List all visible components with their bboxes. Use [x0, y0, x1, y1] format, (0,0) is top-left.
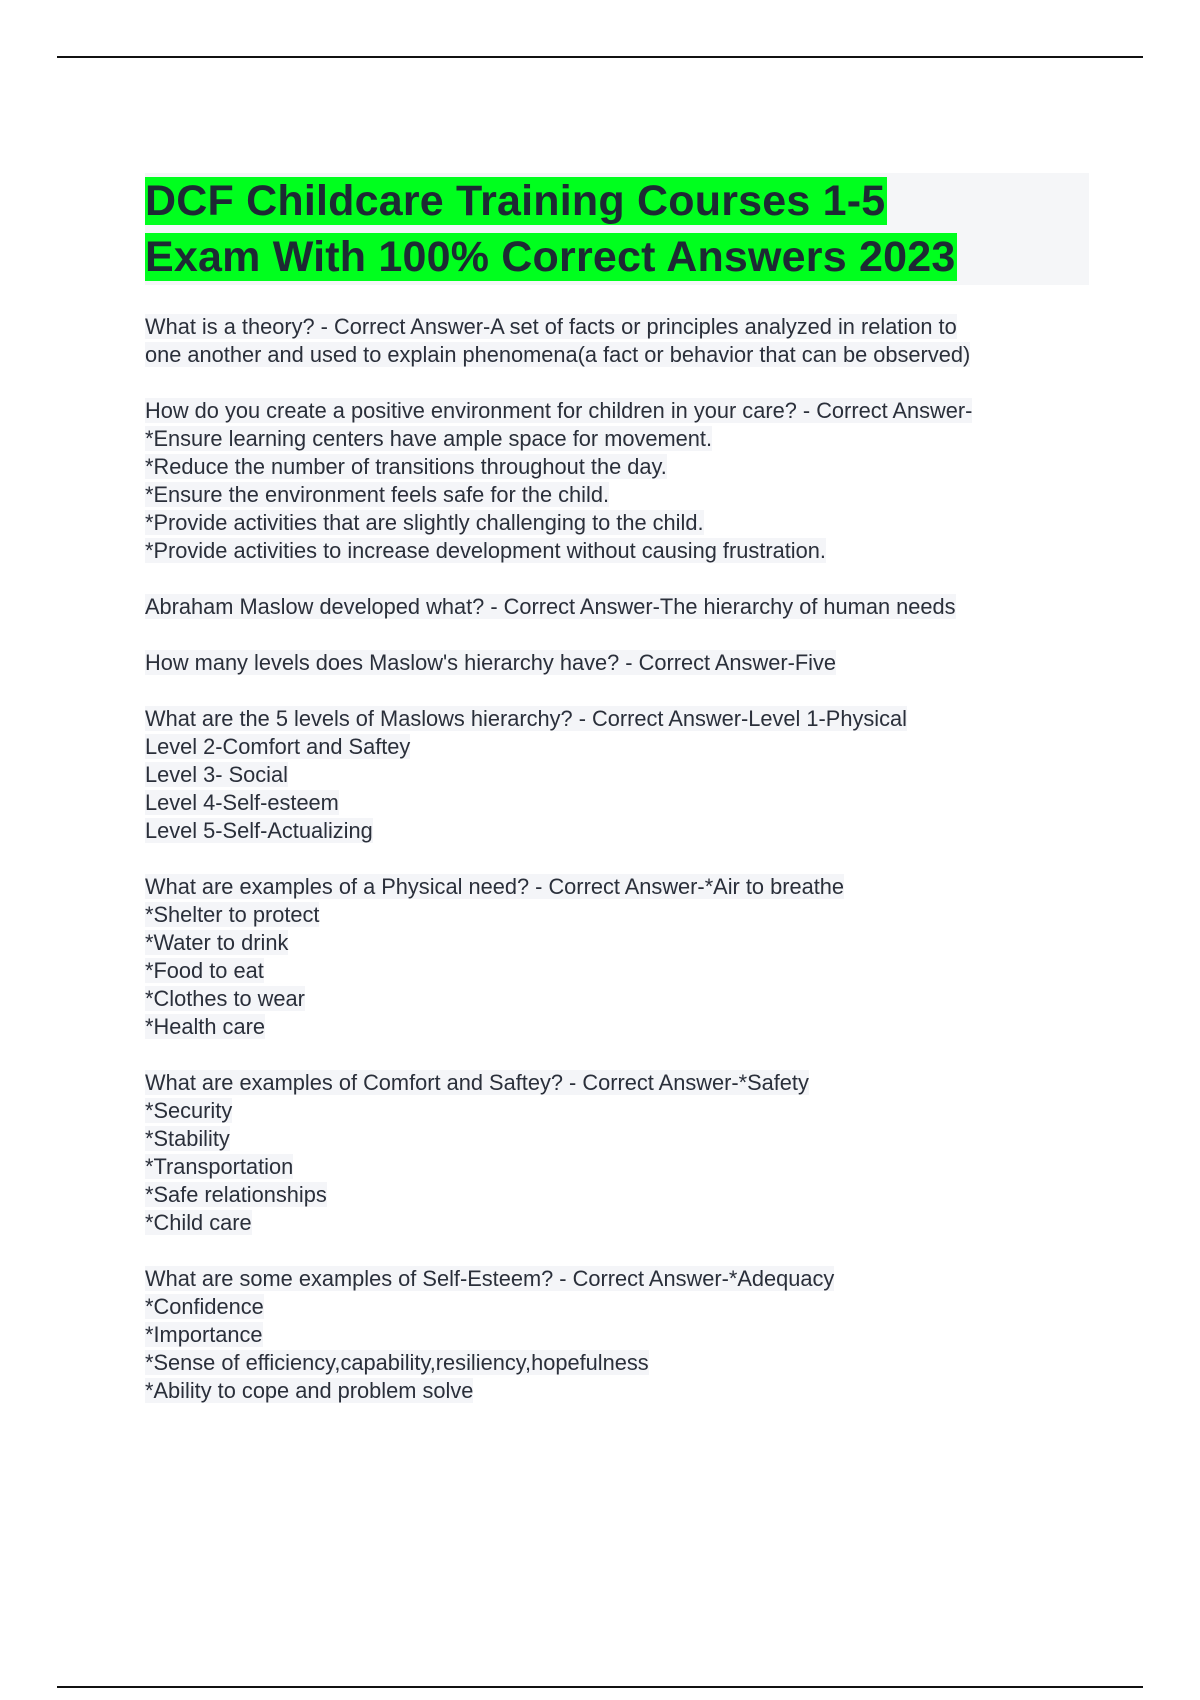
qa-text: *Water to drink [145, 930, 289, 955]
qa-text: *Clothes to wear [145, 986, 305, 1011]
qa-item-maslow [145, 593, 1095, 621]
title-line-2: Exam With 100% Correct Answers 2023 [145, 233, 956, 281]
qa-line [145, 985, 1095, 1013]
qa-text: *Stability [145, 1126, 230, 1151]
qa-line [145, 705, 1095, 733]
qa-text: *Sense of efficiency,capability,resiliency,hopefulness [145, 1350, 649, 1375]
qa-line [145, 1377, 1095, 1405]
qa-line [145, 1321, 1095, 1349]
qa-list [145, 313, 1095, 1433]
qa-text: What are the 5 levels of Maslows hierarchy? - Correct Answer-Level 1-Physical [145, 706, 907, 731]
qa-line [145, 509, 1095, 537]
qa-line [145, 873, 1095, 901]
qa-line [145, 957, 1095, 985]
document-title [145, 173, 1089, 285]
qa-line [145, 901, 1095, 929]
qa-text: *Provide activities that are slightly challenging to the child. [145, 510, 704, 535]
title-heading [145, 173, 1089, 285]
qa-text: *Security [145, 1098, 233, 1123]
qa-text: *Health care [145, 1014, 265, 1039]
qa-text: What are examples of Comfort and Saftey? - Correct Answer-*Safety [145, 1070, 809, 1095]
qa-text: *Reduce the number of transitions throughout the day. [145, 454, 667, 479]
qa-item-maslow-levels-count [145, 649, 1095, 677]
qa-line [145, 789, 1095, 817]
qa-text: How do you create a positive environment for children in your care? - Correct Answer- [145, 398, 973, 423]
qa-text: What are examples of a Physical need? - Correct Answer-*Air to breathe [145, 874, 845, 899]
qa-item-self-esteem [145, 1265, 1095, 1405]
qa-item-positive-environment [145, 397, 1095, 565]
qa-text: What are some examples of Self-Esteem? - Correct Answer-*Adequacy [145, 1266, 835, 1291]
qa-text: Level 3- Social [145, 762, 288, 787]
qa-text: *Food to eat [145, 958, 264, 983]
qa-line [145, 761, 1095, 789]
qa-line [145, 593, 1095, 621]
qa-line [145, 1097, 1095, 1125]
qa-line [145, 341, 1095, 369]
qa-text: *Ability to cope and problem solve [145, 1378, 474, 1403]
qa-line [145, 1349, 1095, 1377]
qa-line [145, 649, 1095, 677]
qa-line [145, 313, 1095, 341]
qa-text: *Ensure the environment feels safe for the child. [145, 482, 610, 507]
qa-line [145, 817, 1095, 845]
qa-text: *Provide activities to increase development without causing frustration. [145, 538, 826, 563]
qa-text: Level 4-Self-esteem [145, 790, 339, 815]
qa-item-physical-needs [145, 873, 1095, 1041]
qa-line [145, 537, 1095, 565]
qa-line [145, 1265, 1095, 1293]
qa-text: *Importance [145, 1322, 263, 1347]
qa-line [145, 929, 1095, 957]
qa-text: What is a theory? - Correct Answer-A set of facts or principles analyzed in relation to [145, 314, 957, 339]
qa-line [145, 1013, 1095, 1041]
qa-text: Level 2-Comfort and Saftey [145, 734, 411, 759]
qa-line [145, 1209, 1095, 1237]
qa-line [145, 453, 1095, 481]
qa-line [145, 425, 1095, 453]
qa-line [145, 1069, 1095, 1097]
qa-line [145, 1181, 1095, 1209]
qa-line [145, 397, 1095, 425]
title-line-1: DCF Childcare Training Courses 1-5 [145, 177, 886, 225]
qa-line [145, 733, 1095, 761]
qa-line [145, 1153, 1095, 1181]
qa-text: Abraham Maslow developed what? - Correct Answer-The hierarchy of human needs [145, 594, 956, 619]
header-rule [57, 56, 1143, 58]
qa-line [145, 481, 1095, 509]
qa-text: *Safe relationships [145, 1182, 327, 1207]
qa-item-theory [145, 313, 1095, 369]
footer-rule [57, 1686, 1143, 1688]
qa-text: *Ensure learning centers have ample space for movement. [145, 426, 713, 451]
qa-text: one another and used to explain phenomena(a fact or behavior that can be observed) [145, 342, 971, 367]
qa-text: *Transportation [145, 1154, 294, 1179]
qa-text: *Shelter to protect [145, 902, 320, 927]
qa-text: How many levels does Maslow's hierarchy have? - Correct Answer-Five [145, 650, 837, 675]
qa-line [145, 1293, 1095, 1321]
qa-text: *Child care [145, 1210, 252, 1235]
qa-item-maslow-levels [145, 705, 1095, 845]
qa-text: *Confidence [145, 1294, 264, 1319]
qa-item-comfort-safety [145, 1069, 1095, 1237]
qa-line [145, 1125, 1095, 1153]
qa-text: Level 5-Self-Actualizing [145, 818, 373, 843]
